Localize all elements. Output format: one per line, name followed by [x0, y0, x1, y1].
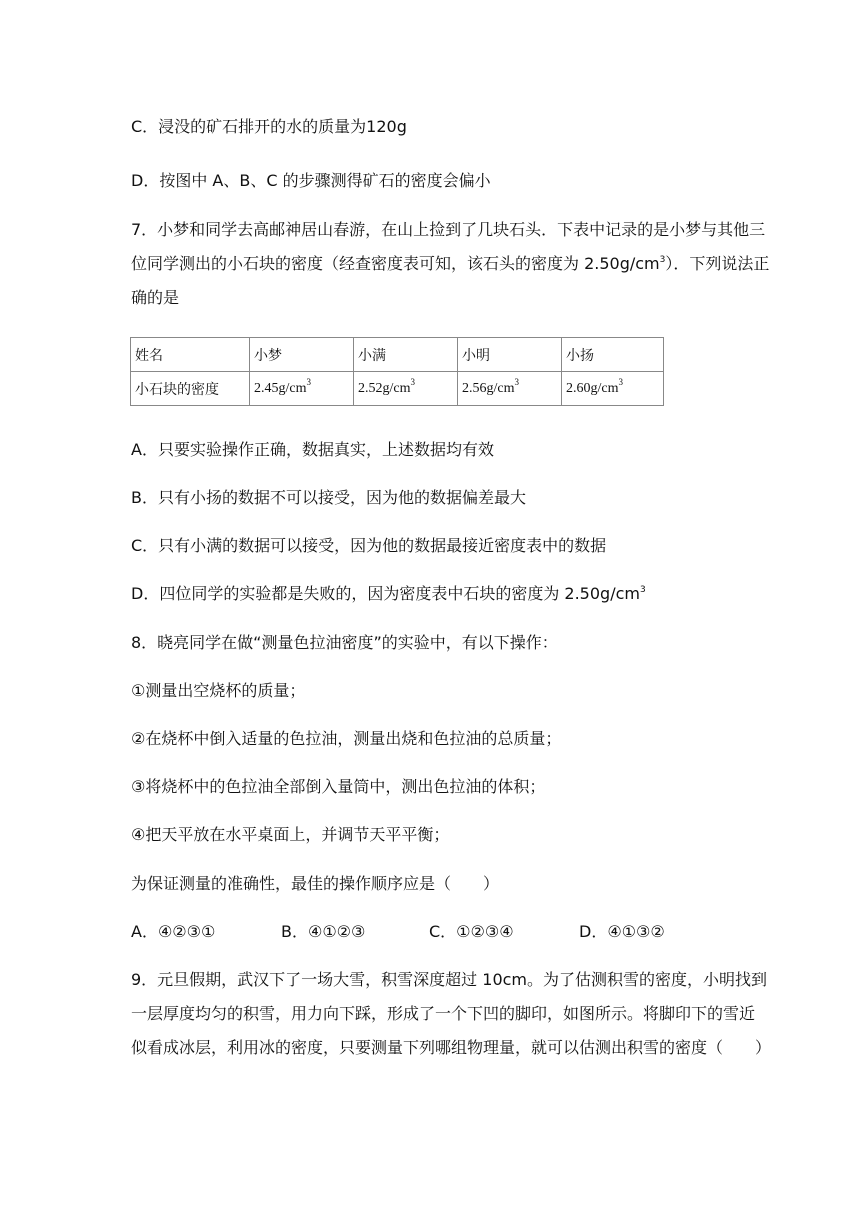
table-cell	[354, 372, 458, 406]
q9-stem-line3: 似看成冰层，利用冰的密度，只要测量下列哪组物理量，就可以估测出积雪的密度（ ）	[131, 1038, 772, 1057]
q8-option-b: B．④①②③	[281, 922, 366, 941]
table-header-cell: 小明	[458, 338, 562, 372]
q8-step-1: ①测量出空烧杯的质量；	[131, 681, 306, 700]
q7-stem-line2-tail: ）．下列说法正	[665, 254, 770, 273]
table-cell	[562, 372, 664, 406]
q8-option-c: C．①②③④	[429, 922, 514, 941]
q7-stem-line2	[131, 253, 769, 275]
table-header-cell: 小梦	[250, 338, 354, 372]
unit-superscript: 3	[618, 376, 623, 387]
table-row	[131, 338, 664, 372]
unit-superscript: 3	[306, 376, 311, 387]
table-header-cell: 小满	[354, 338, 458, 372]
q7-stem-line2-text: 位同学测出的小石块的密度（经查密度表可知，该石头的密度为 2.50g/cm	[131, 254, 660, 273]
density-value: 2.52g/cm	[358, 380, 411, 396]
q7-option-d	[131, 583, 646, 605]
unit-superscript: 3	[639, 585, 646, 595]
table-row	[131, 372, 664, 406]
q7-stem-line1: 7．小梦和同学去高邮神居山春游，在山上捡到了几块石头．下表中记录的是小梦与其他三	[131, 220, 766, 239]
q6-option-d: D．按图中 A、B、C 的步骤测得矿石的密度会偏小	[131, 171, 491, 190]
q7-option-b: B．只有小扬的数据不可以接受，因为他的数据偏差最大	[131, 488, 526, 507]
q8-option-d: D．④①③②	[579, 922, 665, 941]
table-cell	[458, 372, 562, 406]
q8-step-3: ③将烧杯中的色拉油全部倒入量筒中，测出色拉油的体积；	[131, 777, 546, 796]
table-cell	[250, 372, 354, 406]
q9-stem-line1: 9．元旦假期，武汉下了一场大雪，积雪深度超过 10cm。为了估测积雪的密度，小明找到	[131, 970, 768, 989]
q8-step-2: ②在烧杯中倒入适量的色拉油，测量出烧和色拉油的总质量；	[131, 729, 562, 748]
q8-options	[131, 921, 665, 943]
table-header-cell: 姓名	[131, 338, 250, 372]
q9-stem-line2: 一层厚度均匀的积雪，用力向下踩，形成了一个下凹的脚印，如图所示。将脚印下的雪近	[131, 1004, 756, 1023]
q8-option-a: A．④②③①	[131, 922, 216, 941]
q7-stem-line3: 确的是	[131, 288, 180, 307]
q8-step-4: ④把天平放在水平桌面上，并调节天平平衡；	[131, 825, 450, 844]
density-value: 2.60g/cm	[566, 380, 619, 396]
q7-option-d-text: D．四位同学的实验都是失败的，因为密度表中石块的密度为 2.50g/cm	[131, 584, 640, 603]
table-header-cell: 小扬	[562, 338, 664, 372]
unit-superscript: 3	[514, 376, 519, 387]
q8-question: 为保证测量的准确性，最佳的操作顺序应是（ ）	[131, 874, 500, 893]
density-value: 2.45g/cm	[254, 380, 307, 396]
density-value: 2.56g/cm	[462, 380, 515, 396]
q7-stem-unit-superscript: 3	[659, 255, 666, 265]
q8-stem: 8．晓亮同学在做“测量色拉油密度”的实验中，有以下操作：	[131, 633, 558, 652]
density-table	[130, 337, 664, 406]
q7-option-c: C．只有小满的数据可以接受，因为他的数据最接近密度表中的数据	[131, 536, 607, 555]
q7-option-a: A．只要实验操作正确，数据真实，上述数据均有效	[131, 440, 494, 459]
table-row-label: 小石块的密度	[131, 372, 250, 406]
q6-option-c: C．浸没的矿石排开的水的质量为120g	[131, 117, 407, 136]
unit-superscript: 3	[410, 376, 415, 387]
